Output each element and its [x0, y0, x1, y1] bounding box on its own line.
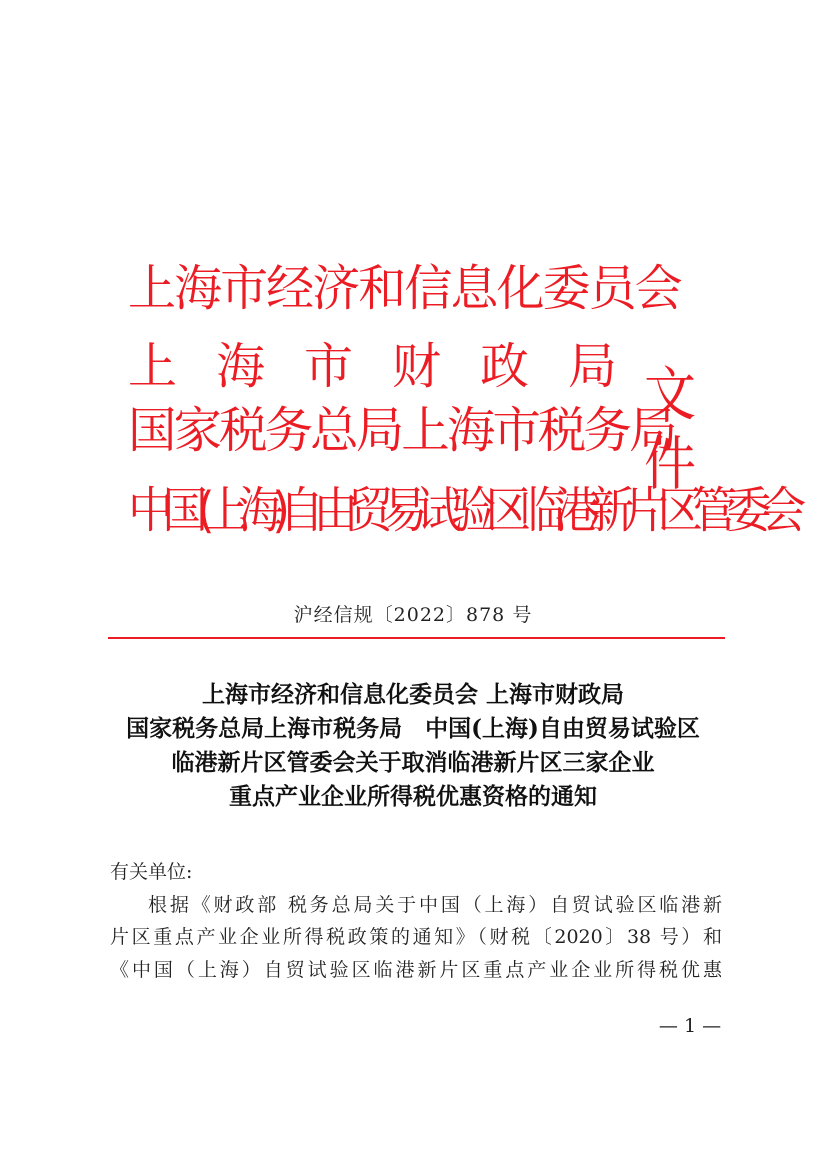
masthead-line-4: 中国(上海)自由贸易试验区临港新片区管委会	[128, 482, 796, 539]
masthead-line-2-char: 市	[304, 338, 354, 395]
masthead-line-2-char: 局	[568, 338, 618, 395]
title-line: 重点产业企业所得税优惠资格的通知	[229, 783, 597, 810]
title-line: 临港新片区管委会关于取消临港新片区三家企业	[171, 749, 655, 776]
masthead-line-2-char: 上	[128, 338, 178, 395]
masthead-line-2	[128, 336, 618, 398]
body-line: 片区重点产业企业所得税政策的通知》（财税〔2020〕38 号）和	[110, 926, 722, 948]
salutation: 有关单位:	[110, 861, 193, 883]
masthead-line-3: 国家税务总局上海市税务局	[128, 402, 675, 459]
masthead-line-1: 上海市经济和信息化委员会	[128, 260, 681, 317]
document-number: 沪经信规〔2022〕878 号	[293, 604, 533, 626]
title-line: 上海市经济和信息化委员会 上海市财政局	[201, 681, 624, 708]
body-line: 《中国（上海）自贸试验区临港新片区重点产业企业所得税优惠	[110, 958, 722, 981]
document-body	[110, 856, 722, 986]
masthead-suffix: 文件	[644, 361, 691, 499]
page-number: — 1 —	[658, 1015, 722, 1037]
masthead-line-2-char: 财	[392, 338, 442, 395]
masthead-line-2-char: 政	[480, 338, 530, 395]
red-separator-line	[108, 637, 725, 639]
title-line: 国家税务总局上海市税务局 中国(上海)自由贸易试验区	[126, 715, 700, 742]
body-line: 根据《财政部 税务总局关于中国（上海）自贸试验区临港新	[148, 893, 722, 916]
red-masthead	[120, 258, 796, 558]
document-title	[0, 678, 826, 814]
masthead-line-2-char: 海	[216, 338, 266, 395]
